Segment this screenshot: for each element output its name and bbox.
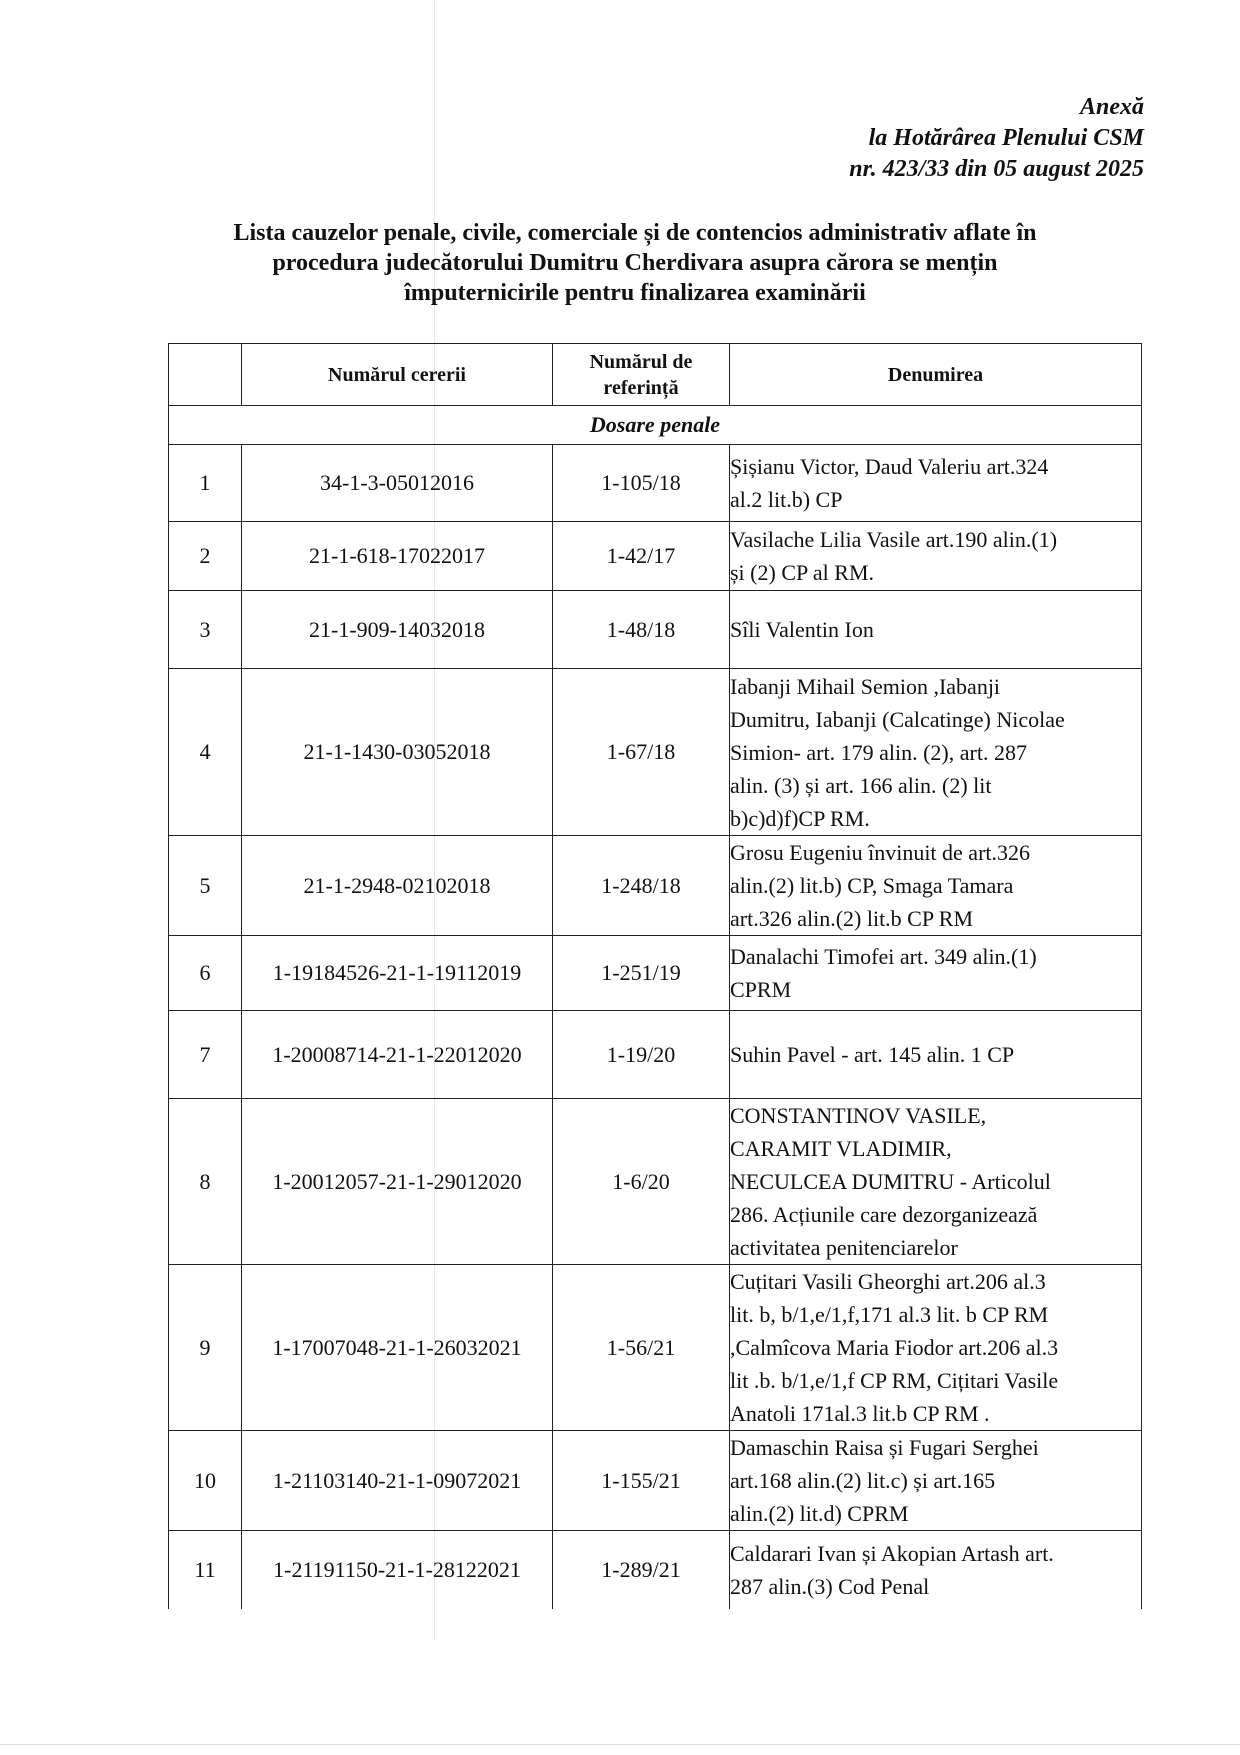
row-number: 5	[169, 836, 242, 936]
case-name-line: NECULCEA DUMITRU - Articolul	[730, 1169, 1051, 1194]
request-number: 21-1-909-14032018	[242, 591, 553, 669]
case-name-line: alin. (3) și art. 166 alin. (2) lit	[730, 772, 992, 798]
row-number: 8	[169, 1099, 242, 1265]
request-number: 1-17007048-21-1-26032021	[242, 1265, 553, 1431]
case-name-line: Damaschin Raisa și Fugari Serghei	[730, 1435, 1039, 1460]
request-number: 1-21103140-21-1-09072021	[242, 1431, 553, 1531]
table-header-row	[169, 344, 1142, 406]
case-name-line: ,Calmîcova Maria Fiodor art.206 al.3	[730, 1335, 1059, 1360]
header-reference-line-1: Numărul de	[589, 350, 693, 373]
title-line-1: Lista cauzelor penale, civile, comerciale și de contencios administrativ aflate în	[233, 220, 1037, 246]
table-row	[169, 836, 1142, 936]
document-title	[210, 218, 1060, 308]
header-name: Denumirea	[730, 344, 1142, 406]
row-number: 9	[169, 1265, 242, 1431]
case-name-line: Iabanji Mihail Semion ,Iabanji	[730, 673, 1001, 699]
case-name-line: Caldarari Ivan și Akopian Artash art.	[730, 1540, 1054, 1566]
table-row	[169, 669, 1142, 836]
case-name	[730, 591, 1142, 669]
case-name-line: 286. Acțiunile care dezorganizează	[730, 1202, 1038, 1227]
table-row	[169, 936, 1142, 1011]
case-name-line: lit .b. b/1,e/1,f CP RM, Cițitari Vasile	[730, 1368, 1059, 1393]
table-row	[169, 591, 1142, 669]
case-name-line: Simion- art. 179 alin. (2), art. 287	[730, 739, 1027, 765]
request-number: 1-19184526-21-1-19112019	[242, 936, 553, 1011]
case-name-line: Sîli Valentin Ion	[730, 617, 874, 642]
row-number: 4	[169, 669, 242, 836]
row-number: 7	[169, 1011, 242, 1099]
request-number: 1-20008714-21-1-22012020	[242, 1011, 553, 1099]
reference-number: 1-56/21	[553, 1265, 730, 1431]
title-line-2: procedura judecătorului Dumitru Cherdivara asupra cărora se mențin	[272, 250, 998, 276]
case-name	[730, 445, 1142, 522]
case-name-line: alin.(2) lit.b) CP, Smaga Tamara	[730, 873, 1014, 898]
title-line-3: împuternicirile pentru finalizarea examinării	[404, 280, 866, 306]
case-name	[730, 522, 1142, 591]
reference-number: 1-248/18	[553, 836, 730, 936]
table-row	[169, 1531, 1142, 1609]
case-name-line: Dumitru, Iabanji (Calcatinge) Nicolae	[730, 706, 1065, 732]
table-row	[169, 1099, 1142, 1265]
case-name-line: activitatea penitenciarelor	[730, 1235, 958, 1260]
case-name	[730, 669, 1142, 836]
table-row	[169, 1431, 1142, 1531]
section-title: Dosare penale	[169, 406, 1142, 445]
table-row	[169, 1011, 1142, 1099]
case-name	[730, 1099, 1142, 1265]
annex-header	[849, 92, 1144, 185]
request-number: 34-1-3-05012016	[242, 445, 553, 522]
row-number: 11	[169, 1531, 242, 1609]
header-reference-line-2: referință	[603, 376, 679, 399]
table-row	[169, 522, 1142, 591]
reference-number: 1-289/21	[553, 1531, 730, 1609]
header-nr	[169, 344, 242, 406]
reference-number: 1-19/20	[553, 1011, 730, 1099]
annex-label: Anexă	[1079, 94, 1144, 120]
table-row	[169, 1265, 1142, 1431]
reference-number: 1-251/19	[553, 936, 730, 1011]
table-row	[169, 445, 1142, 522]
header-request-number: Numărul cererii	[242, 344, 553, 406]
case-name	[730, 836, 1142, 936]
row-number: 6	[169, 936, 242, 1011]
case-name-line: Cuțitari Vasili Gheorghi art.206 al.3	[730, 1269, 1046, 1294]
case-name-line: b)c)d)f)CP RM.	[730, 805, 870, 831]
case-name-line: Suhin Pavel - art. 145 alin. 1 CP	[730, 1042, 1015, 1067]
case-name-line: Danalachi Timofei art. 349 alin.(1)	[730, 944, 1037, 969]
case-name	[730, 1431, 1142, 1531]
case-name-line: CARAMIT VLADIMIR,	[730, 1136, 952, 1161]
case-name	[730, 1011, 1142, 1099]
case-name-line: CONSTANTINOV VASILE,	[730, 1103, 987, 1128]
reference-number: 1-6/20	[553, 1099, 730, 1265]
case-name-line: și (2) CP al RM.	[730, 560, 875, 585]
request-number: 21-1-618-17022017	[242, 522, 553, 591]
reference-number: 1-67/18	[553, 669, 730, 836]
scan-bottom-edge	[0, 1744, 1240, 1745]
case-name-line: Vasilache Lilia Vasile art.190 alin.(1)	[730, 527, 1058, 552]
annex-number-date: nr. 423/33 din 05 august 2025	[849, 156, 1144, 182]
case-name-line: 287 alin.(3) Cod Penal	[730, 1573, 930, 1599]
row-number: 2	[169, 522, 242, 591]
cases-table	[168, 343, 1142, 1609]
case-name-line: art.168 alin.(2) lit.c) și art.165	[730, 1468, 996, 1493]
request-number: 1-20012057-21-1-29012020	[242, 1099, 553, 1265]
header-reference-number	[553, 344, 730, 406]
case-name-line: CPRM	[730, 977, 792, 1002]
section-row	[169, 406, 1142, 445]
case-name	[730, 1531, 1142, 1609]
reference-number: 1-105/18	[553, 445, 730, 522]
row-number: 1	[169, 445, 242, 522]
case-name	[730, 1265, 1142, 1431]
case-name-line: alin.(2) lit.d) CPRM	[730, 1501, 909, 1526]
request-number: 21-1-1430-03052018	[242, 669, 553, 836]
case-name-line: Grosu Eugeniu învinuit de art.326	[730, 840, 1031, 865]
case-name-line: al.2 lit.b) CP	[730, 487, 843, 512]
reference-number: 1-48/18	[553, 591, 730, 669]
request-number: 1-21191150-21-1-28122021	[242, 1531, 553, 1609]
row-number: 10	[169, 1431, 242, 1531]
reference-number: 1-42/17	[553, 522, 730, 591]
case-name	[730, 936, 1142, 1011]
row-number: 3	[169, 591, 242, 669]
case-name-line: Șișianu Victor, Daud Valeriu art.324	[730, 454, 1049, 479]
request-number: 21-1-2948-02102018	[242, 836, 553, 936]
case-name-line: art.326 alin.(2) lit.b CP RM	[730, 906, 974, 931]
case-name-line: Anatoli 171al.3 lit.b CP RM .	[730, 1401, 990, 1426]
reference-number: 1-155/21	[553, 1431, 730, 1531]
case-name-line: lit. b, b/1,e/1,f,171 al.3 lit. b CP RM	[730, 1302, 1049, 1327]
annex-decision: la Hotărârea Plenului CSM	[868, 125, 1144, 151]
